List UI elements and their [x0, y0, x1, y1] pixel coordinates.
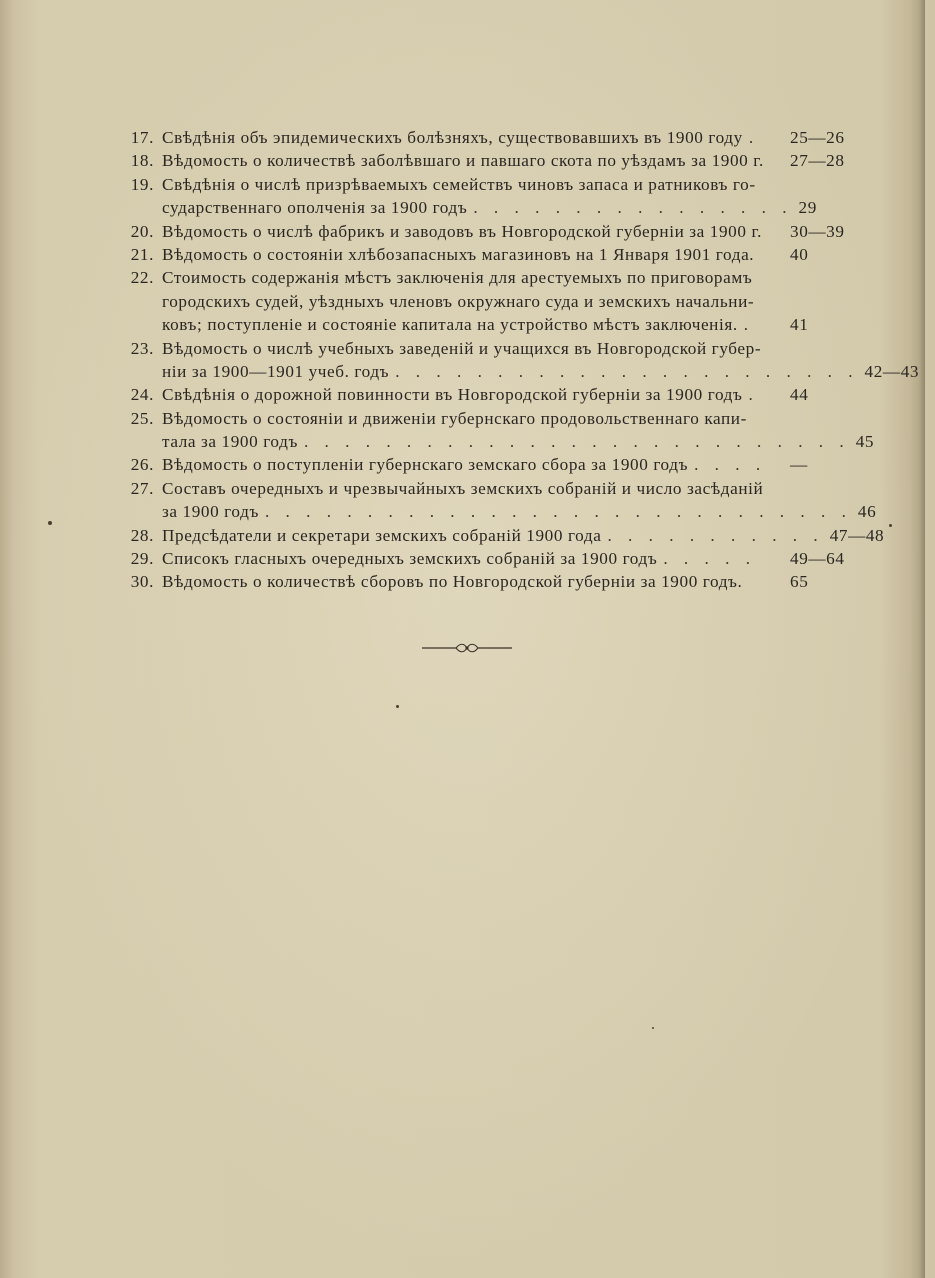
toc-entry [118, 524, 885, 547]
toc-entry [118, 453, 860, 476]
toc-leader-dots: . [748, 128, 760, 147]
toc-page-ref: 45 [855, 432, 875, 452]
toc-entry [118, 243, 860, 266]
toc-page-ref: 25—26 [790, 128, 845, 147]
toc-page-ref: 30—39 [790, 221, 845, 241]
toc-line [118, 266, 860, 289]
toc-line [118, 570, 860, 593]
toc-entry-number: 29. [130, 549, 154, 569]
toc-entry [118, 547, 860, 570]
toc-leader-dots: . [748, 385, 759, 405]
toc-leader-dots: . [743, 315, 755, 335]
toc-entry-text: Вѣдомость о состояніи хлѣбозапасныхъ магазиновъ на 1 Января 1901 года. [162, 244, 755, 264]
toc-entry-text: Свѣдѣнія о числѣ призрѣваемыхъ семействъ чиновъ запаса и ратниковъ го- [162, 174, 756, 194]
toc-entry-text: Составъ очередныхъ и чрезвычайныхъ земскихъ собраній и число засѣданій [162, 478, 764, 498]
toc-page-ref: 27—28 [790, 151, 845, 171]
toc-entry-number: 22. [130, 268, 154, 288]
page-edge-shadow [919, 0, 925, 1278]
toc-entry-text: ніи за 1900—1901 учеб. годъ [162, 361, 390, 381]
toc-entry-number: 18. [130, 151, 154, 171]
toc-page-ref: 47—48 [829, 525, 885, 545]
toc-entry-text: Вѣдомость о числѣ фабрикъ и заводовъ въ Новгородской губерніи за 1900 г. [162, 221, 763, 241]
toc-leader-dots [742, 570, 784, 593]
toc-line [118, 430, 875, 453]
paper-speck [48, 521, 52, 525]
toc-entry [118, 126, 860, 149]
toc-entry-text: Вѣдомость о числѣ учебныхъ заведеній и учащихся въ Новгородской губер- [162, 338, 762, 358]
toc-entry-text: Вѣдомость о поступленіи губернскаго земскаго сбора за 1900 годъ [162, 455, 689, 475]
toc-entry-number: 28. [130, 525, 154, 545]
toc-entry-number: 20. [130, 221, 154, 241]
toc-entry-text: Стоимость содержанія мѣстъ заключенія для арестуемыхъ по приговорамъ [162, 268, 753, 288]
toc-entry [118, 149, 860, 172]
toc-leader-dots: . . . . [694, 455, 767, 475]
toc-leader-dots [754, 243, 784, 266]
toc-entry [118, 407, 875, 454]
toc-line [118, 173, 860, 196]
paper-speck [652, 1027, 654, 1029]
toc-line [118, 407, 860, 430]
paper-speck [889, 524, 892, 527]
toc-entry-text: ковъ; поступленіе и состояніе капитала на устройство мѣстъ заключенія. [162, 315, 738, 335]
toc-entry [118, 383, 860, 406]
toc-entry [118, 173, 860, 220]
toc-page-ref: 41 [790, 315, 809, 335]
toc-entry-number: 27. [130, 478, 154, 498]
toc-entry-number: 19. [130, 174, 154, 194]
toc-entry-text: Свѣдѣнія о дорожной повинности въ Новгородской губерніи за 1900 годъ [162, 385, 743, 405]
toc-line [118, 313, 860, 336]
toc-entry [118, 477, 877, 524]
toc-entry-text: сударственнаго ополченія за 1900 годъ [162, 198, 468, 218]
toc-entry-number: 23. [130, 338, 154, 358]
toc-line [118, 547, 860, 570]
toc-line [118, 524, 885, 547]
toc-entry-text: за 1900 годъ [162, 502, 259, 522]
toc-entry-text: Вѣдомость о количествѣ заболѣвшаго и павшаго скота по уѣздамъ за 1900 г. [162, 151, 764, 171]
toc-entry [118, 337, 920, 384]
toc-page-ref: 40 [790, 244, 809, 264]
toc-entry-number: 26. [130, 455, 154, 475]
toc-entry-number: 30. [130, 572, 154, 592]
toc-entry [118, 570, 860, 593]
toc-leader-dots: . . . . . . . . . . . . . . . . . . . . . . . . . . . [303, 432, 850, 452]
toc-line [118, 337, 860, 360]
toc-entry [118, 220, 860, 243]
decorative-rule-icon [422, 642, 512, 654]
toc-page-ref: 65 [790, 572, 809, 592]
toc-leader-dots [762, 220, 784, 243]
toc-leader-dots: . . . . . . . . . . . . . . . . [473, 198, 793, 218]
toc-entry-text: Вѣдомость о количествѣ сборовъ по Новгородской губерніи за 1900 годъ. [162, 572, 743, 592]
toc-entry-number: 21. [130, 244, 154, 264]
toc-line [118, 500, 877, 523]
toc-line [118, 383, 860, 406]
toc-page-ref: 42—43 [864, 361, 920, 381]
toc-line [118, 220, 860, 243]
toc-page-ref: 49—64 [790, 549, 845, 569]
toc-entry-text: Списокъ гласныхъ очередныхъ земскихъ собраній за 1900 годъ [162, 549, 658, 569]
toc-entry-text: Предсѣдатели и секретари земскихъ собраній 1900 года [162, 525, 602, 545]
toc-leader-dots: . . . . . . . . . . . . . . . . . . . . . . . [395, 361, 859, 381]
toc-page-ref: 44 [790, 385, 809, 405]
toc-line [118, 196, 860, 219]
toc-entry-text: Свѣдѣнія объ эпидемическихъ болѣзняхъ, существовавшихъ въ 1900 году [162, 128, 743, 147]
toc-entry-number: 24. [130, 385, 154, 405]
toc-entry-text: Вѣдомость о состояніи и движеніи губернскаго продовольственнаго капи- [162, 408, 747, 428]
table-of-contents [118, 126, 920, 594]
toc-line [118, 477, 860, 500]
toc-entry [118, 266, 860, 336]
toc-line [118, 149, 860, 172]
toc-page-ref: 29 [798, 198, 817, 218]
paper-speck [396, 705, 399, 708]
toc-leader-dots: . . . . . . . . . . . . . . . . . . . . . . . . . . . . . [264, 502, 852, 522]
toc-entry-text: тала за 1900 годъ [162, 432, 298, 452]
toc-line [118, 360, 920, 383]
toc-line [118, 290, 860, 313]
toc-line [118, 453, 860, 476]
toc-entry-text: городскихъ судей, уѣздныхъ членовъ окружнаго суда и земскихъ начальни- [162, 291, 755, 311]
toc-entry-number: 17. [130, 128, 154, 147]
toc-leader-dots [764, 149, 784, 172]
toc-leader-dots: . . . . . . . . . . . [607, 525, 824, 545]
toc-line [118, 126, 860, 149]
toc-page-ref: — [790, 455, 808, 475]
toc-entry-number: 25. [130, 408, 154, 428]
toc-page-ref: 46 [857, 502, 877, 522]
toc-leader-dots: . . . . . [663, 549, 756, 569]
toc-line [118, 243, 860, 266]
